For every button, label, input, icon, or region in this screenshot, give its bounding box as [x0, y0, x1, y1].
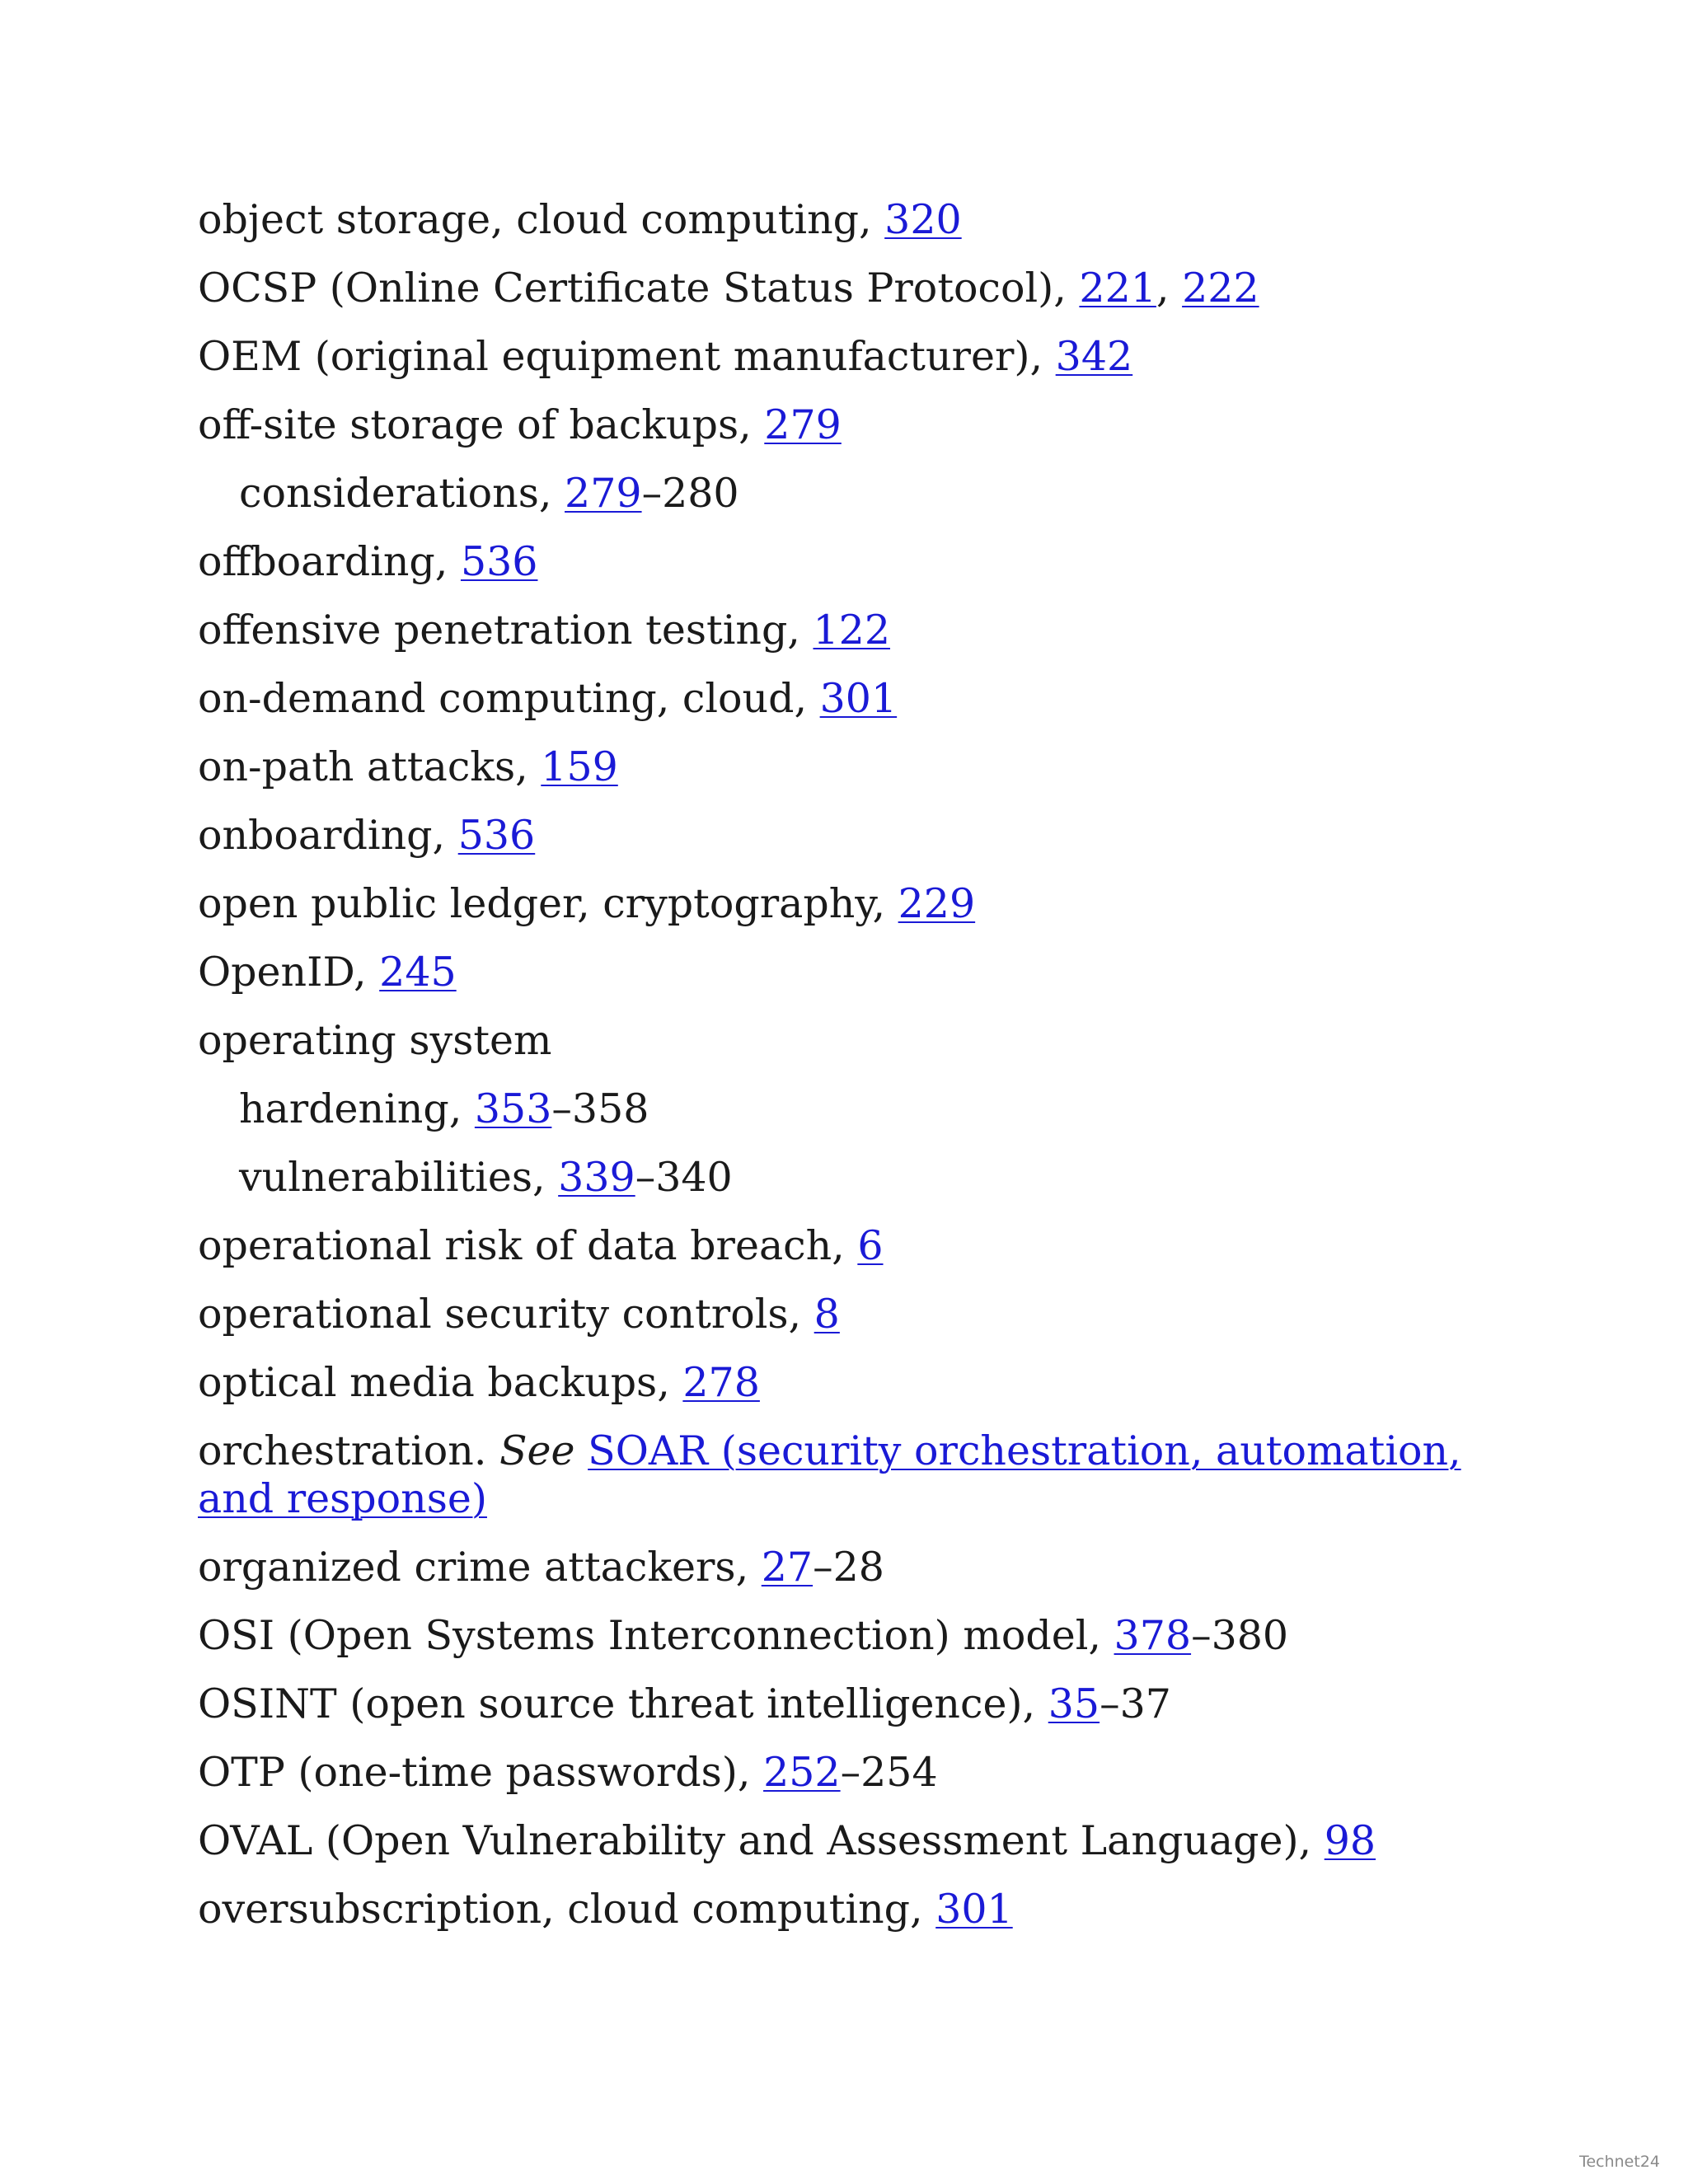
index-term: open public ledger, cryptography, [198, 880, 898, 927]
index-term: oversubscription, cloud computing, [198, 1886, 936, 1933]
index-entry [198, 949, 1484, 996]
page-link[interactable]: 98 [1324, 1817, 1376, 1864]
index-entry [198, 812, 1484, 860]
page-link[interactable]: 378 [1114, 1612, 1192, 1659]
index-term: offboarding, [198, 538, 461, 585]
page-link[interactable]: 301 [935, 1886, 1013, 1933]
index-entry [198, 1291, 1484, 1338]
page-link[interactable]: 245 [379, 949, 457, 996]
page-link[interactable]: 221 [1079, 265, 1156, 312]
see-reference-label: See [499, 1427, 575, 1474]
page-range-end: –380 [1191, 1612, 1289, 1659]
page-link[interactable]: 536 [457, 812, 536, 859]
index-term: offensive penetration testing, [198, 607, 814, 654]
index-entry [198, 607, 1484, 654]
page-link[interactable]: 278 [682, 1359, 760, 1406]
index-subentry [198, 1085, 1484, 1133]
page-link[interactable]: 35 [1048, 1680, 1100, 1727]
page-link[interactable]: 342 [1055, 333, 1133, 380]
index-term: on-demand computing, cloud, [198, 675, 820, 722]
page-link[interactable]: 222 [1182, 265, 1259, 312]
index-term: organized crime attackers, [198, 1544, 762, 1591]
index-entry [198, 1427, 1484, 1523]
index-subentry [198, 470, 1484, 518]
page-range-end: –358 [551, 1085, 649, 1132]
index-entry [198, 1680, 1484, 1728]
index-term: OSI (Open Systems Interconnection) model, [198, 1612, 1114, 1659]
index-term: off-site storage of backups, [198, 401, 765, 448]
page-link[interactable]: 8 [814, 1291, 840, 1338]
page-range-end: –340 [635, 1154, 733, 1201]
page-link[interactable]: 353 [474, 1085, 552, 1132]
index-term: OTP (one-time passwords), [198, 1749, 764, 1796]
index-term: operational security controls, [198, 1291, 814, 1338]
see-reference-link[interactable]: SOAR (security orchestration, automation, and response) [198, 1427, 1461, 1522]
page-link[interactable]: 279 [565, 470, 642, 517]
page-link[interactable]: 279 [764, 401, 842, 448]
index-term: OpenID, [198, 949, 380, 996]
page-link[interactable]: 229 [898, 880, 976, 927]
index-list [198, 196, 1484, 1954]
index-entry [198, 1749, 1484, 1797]
index-term: vulnerabilities, [239, 1154, 559, 1201]
page-range-end: –280 [641, 470, 739, 517]
page-link[interactable]: 122 [813, 607, 890, 654]
index-entry [198, 1017, 1484, 1065]
index-entry [198, 1359, 1484, 1407]
page-range-end: –37 [1100, 1680, 1171, 1727]
index-term: orchestration. [198, 1427, 499, 1474]
page-link[interactable]: 27 [761, 1544, 814, 1591]
index-entry [198, 1222, 1484, 1270]
index-term: on-path attacks, [198, 743, 542, 790]
index-entry [198, 675, 1484, 723]
page-link[interactable]: 159 [541, 743, 618, 790]
index-term: OVAL (Open Vulnerability and Assessment Language), [198, 1817, 1325, 1864]
index-entry [198, 538, 1484, 586]
index-entry [198, 1817, 1484, 1865]
index-term: considerations, [239, 470, 565, 517]
index-term: object storage, cloud computing, [198, 196, 885, 243]
index-term: optical media backups, [198, 1359, 683, 1406]
page-link[interactable]: 536 [460, 538, 538, 585]
index-term: OEM (original equipment manufacturer), [198, 333, 1056, 380]
index-subentry [198, 1154, 1484, 1202]
page-link[interactable]: 6 [857, 1222, 884, 1269]
index-entry [198, 1544, 1484, 1591]
index-term: onboarding, [198, 812, 458, 859]
page-link[interactable]: 320 [884, 196, 962, 243]
page-link[interactable]: 339 [558, 1154, 635, 1201]
index-term: operating system [198, 1017, 552, 1064]
index-entry [198, 1612, 1484, 1660]
index-term: operational risk of data breach, [198, 1222, 858, 1269]
index-entry [198, 333, 1484, 381]
page-range-end: –28 [813, 1544, 884, 1591]
index-term: hardening, [239, 1085, 475, 1132]
index-entry [198, 880, 1484, 928]
index-entry [198, 1886, 1484, 1933]
index-entry: OCSP (Online Certificate Status Protocol), 221, 222 [198, 265, 1259, 312]
index-entry [198, 196, 1484, 244]
page-link[interactable]: 301 [819, 675, 898, 722]
index-term: OCSP (Online Certificate Status Protocol), [198, 265, 1080, 312]
index-entry [198, 401, 1484, 449]
page-link[interactable]: 252 [763, 1749, 841, 1796]
index-term: OSINT (open source threat intelligence), [198, 1680, 1048, 1727]
watermark: Technet24 [1579, 2153, 1660, 2171]
page-range-end: –254 [840, 1749, 938, 1796]
index-entry [198, 743, 1484, 791]
